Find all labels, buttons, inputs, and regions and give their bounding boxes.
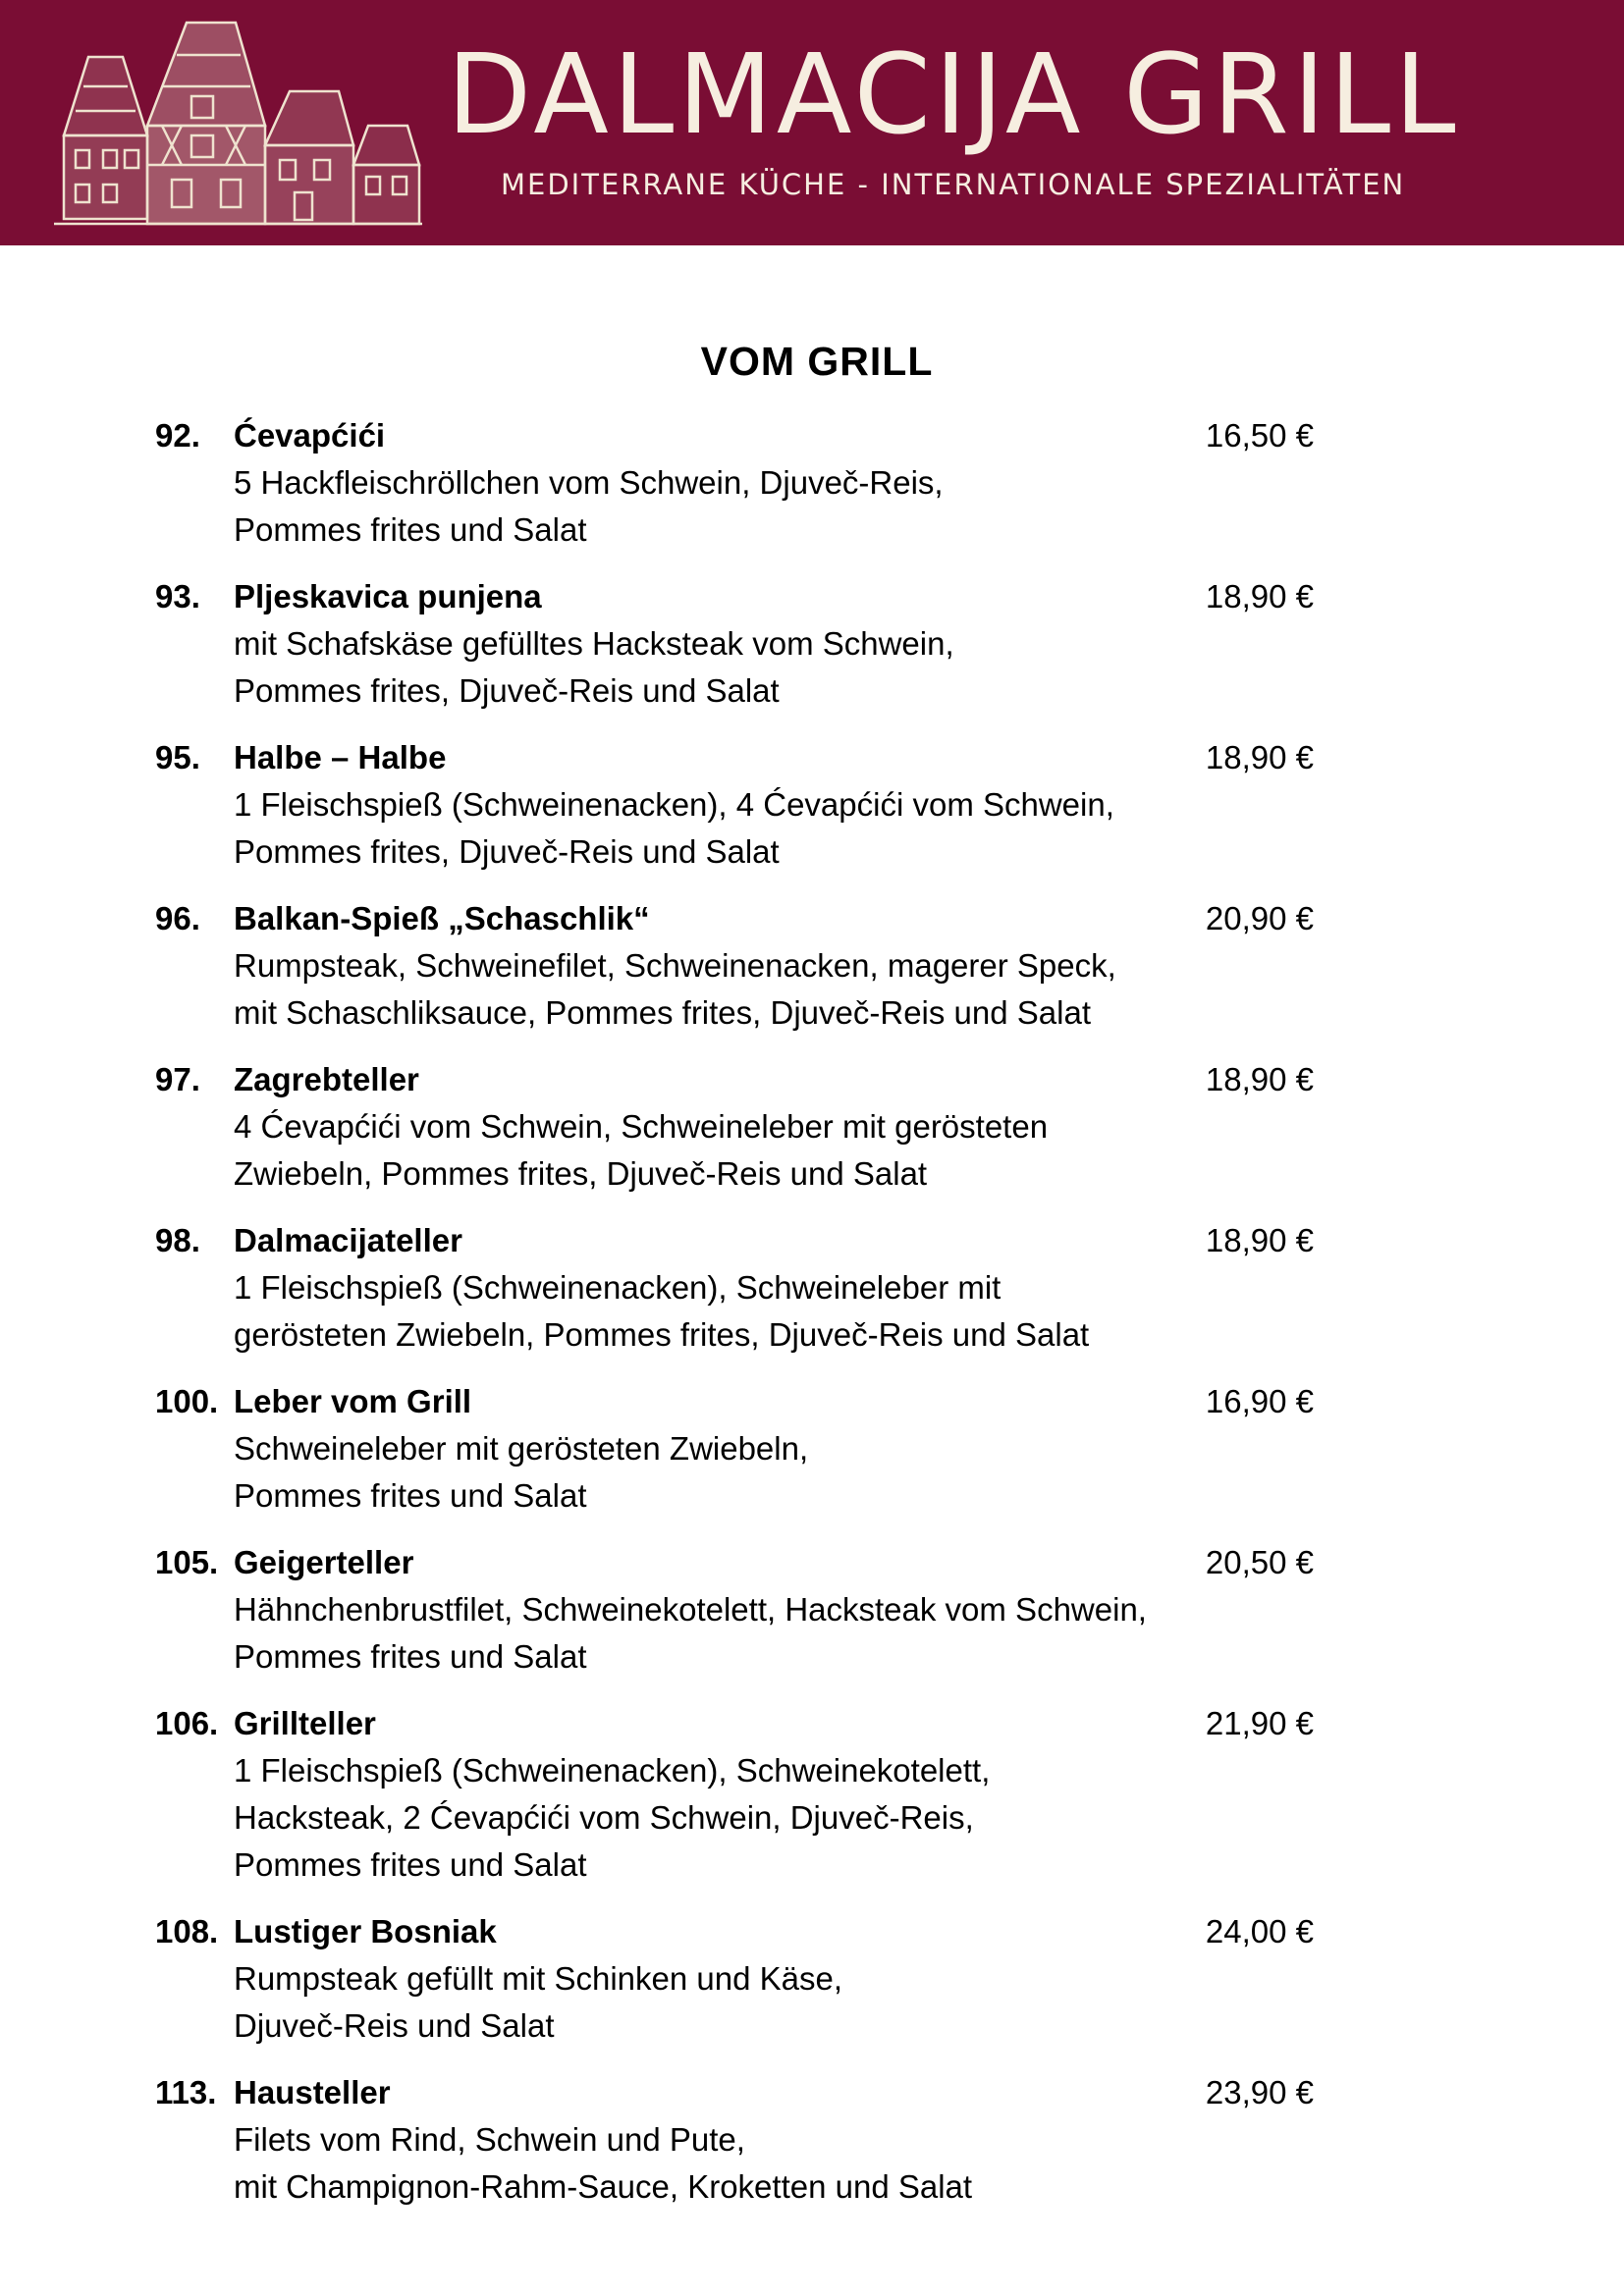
restaurant-tagline: MEDITERRANE KÜCHE - INTERNATIONALE SPEZIALITÄTEN [501, 168, 1406, 201]
item-description-line: 4 Ćevapćići vom Schwein, Schweineleber mit gerösteten [234, 1108, 1049, 1145]
item-description-line: 5 Hackfleischröllchen vom Schwein, Djuveč-Reis, [234, 464, 944, 501]
menu-item-header [155, 1700, 1333, 1747]
item-number: 108. [155, 1913, 219, 1949]
item-name: Dalmacijateller [234, 1222, 462, 1258]
item-price: 16,90 € [1205, 1383, 1314, 1419]
item-description [234, 1425, 1333, 1520]
item-price-container [1117, 1700, 1314, 1747]
item-price: 18,90 € [1205, 1222, 1314, 1258]
item-description-line: 1 Fleischspieß (Schweinenacken), 4 Ćevapćići vom Schwein, [234, 786, 1114, 823]
item-description [234, 2116, 1333, 2211]
item-name: Pljeskavica punjena [234, 578, 542, 614]
menu-item [155, 573, 1333, 715]
menu-item [155, 412, 1333, 554]
item-number: 100. [155, 1383, 219, 1419]
item-price-container [1117, 1217, 1314, 1264]
item-description [234, 1955, 1333, 2050]
item-description-line: Pommes frites und Salat [234, 1477, 587, 1514]
item-description-line: mit Champignon-Rahm-Sauce, Kroketten und Salat [234, 2168, 973, 2205]
item-description-line: Hähnchenbrustfilet, Schweinekotelett, Hacksteak vom Schwein, [234, 1591, 1147, 1628]
menu-item-header [155, 734, 1333, 781]
item-price-container [1117, 1539, 1314, 1586]
item-price: 20,50 € [1205, 1544, 1314, 1580]
menu-item-header [155, 2069, 1333, 2116]
item-description-line: Pommes frites, Djuveč-Reis und Salat [234, 672, 780, 709]
item-description-line: Pommes frites und Salat [234, 1846, 587, 1883]
menu-item [155, 1539, 1333, 1681]
item-description [234, 1264, 1333, 1359]
menu-item-header [155, 1217, 1333, 1264]
menu-item-header [155, 1378, 1333, 1425]
header-banner [0, 0, 1624, 245]
item-number: 106. [155, 1705, 219, 1741]
item-price: 23,90 € [1205, 2074, 1314, 2110]
restaurant-name: DALMACIJA GRILL [447, 31, 1460, 159]
item-description-line: Pommes frites, Djuveč-Reis und Salat [234, 833, 780, 870]
item-number: 98. [155, 1222, 200, 1258]
item-description-line: Zwiebeln, Pommes frites, Djuveč-Reis und Salat [234, 1155, 928, 1192]
item-price: 18,90 € [1205, 578, 1314, 614]
item-name: Halbe – Halbe [234, 739, 447, 775]
menu-item [155, 2069, 1333, 2211]
item-description-line: gerösteten Zwiebeln, Pommes frites, Djuveč-Reis und Salat [234, 1316, 1090, 1353]
menu-item-header [155, 1908, 1333, 1955]
item-description-line: Rumpsteak, Schweinefilet, Schweinenacken, magerer Speck, [234, 947, 1116, 984]
item-description-line: 1 Fleischspieß (Schweinenacken), Schweinekotelett, [234, 1752, 991, 1789]
item-name: Lustiger Bosniak [234, 1913, 497, 1949]
item-price-container [1117, 1908, 1314, 1955]
item-name: Leber vom Grill [234, 1383, 472, 1419]
section-title: VOM GRILL [700, 339, 934, 384]
item-number: 92. [155, 417, 200, 454]
menu-item [155, 1700, 1333, 1889]
menu-item [155, 1378, 1333, 1520]
item-description-line: Filets vom Rind, Schwein und Pute, [234, 2121, 745, 2158]
item-number: 95. [155, 739, 200, 775]
item-description-line: Schweineleber mit gerösteten Zwiebeln, [234, 1430, 809, 1467]
item-price: 18,90 € [1205, 1061, 1314, 1097]
menu-item [155, 1908, 1333, 2050]
item-description-line: Hacksteak, 2 Ćevapćići vom Schwein, Djuveč-Reis, [234, 1799, 974, 1836]
menu-list [155, 412, 1333, 2230]
item-description-line: mit Schaschliksauce, Pommes frites, Djuveč-Reis und Salat [234, 994, 1091, 1031]
item-description [234, 1586, 1333, 1681]
item-price-container [1117, 573, 1314, 620]
item-price-container [1117, 2069, 1314, 2116]
item-description-line: Pommes frites und Salat [234, 511, 587, 548]
item-description [234, 1103, 1333, 1198]
item-number: 105. [155, 1544, 219, 1580]
item-price-container [1117, 734, 1314, 781]
item-name: Hausteller [234, 2074, 391, 2110]
item-name: Zagrebteller [234, 1061, 419, 1097]
item-price: 24,00 € [1205, 1913, 1314, 1949]
item-price: 21,90 € [1205, 1705, 1314, 1741]
menu-item [155, 734, 1333, 876]
item-number: 96. [155, 900, 200, 936]
item-description [234, 459, 1333, 554]
item-description [234, 781, 1333, 876]
item-description-line: 1 Fleischspieß (Schweinenacken), Schweineleber mit [234, 1269, 1001, 1306]
menu-item [155, 1217, 1333, 1359]
menu-item-header [155, 1056, 1333, 1103]
item-price: 18,90 € [1205, 739, 1314, 775]
house-illustration-icon [54, 18, 422, 229]
item-name: Geigerteller [234, 1544, 414, 1580]
item-price: 20,90 € [1205, 900, 1314, 936]
item-number: 113. [155, 2074, 217, 2110]
item-description [234, 942, 1333, 1037]
menu-item [155, 1056, 1333, 1198]
menu-item-header [155, 573, 1333, 620]
item-price-container [1117, 895, 1314, 942]
item-description-line: Djuveč-Reis und Salat [234, 2007, 555, 2044]
item-price: 16,50 € [1205, 417, 1314, 454]
item-description-line: Pommes frites und Salat [234, 1638, 587, 1675]
item-description-line: mit Schafskäse gefülltes Hacksteak vom Schwein, [234, 625, 954, 662]
menu-item-header [155, 1539, 1333, 1586]
item-description-line: Rumpsteak gefüllt mit Schinken und Käse, [234, 1960, 842, 1997]
item-name: Grillteller [234, 1705, 376, 1741]
item-number: 97. [155, 1061, 200, 1097]
menu-item [155, 895, 1333, 1037]
item-name: Balkan-Spieß „Schaschlik“ [234, 900, 650, 936]
item-description [234, 620, 1333, 715]
item-number: 93. [155, 578, 200, 614]
item-price-container [1117, 1378, 1314, 1425]
item-name: Ćevapćići [234, 417, 386, 454]
menu-item-header [155, 412, 1333, 459]
item-price-container [1117, 1056, 1314, 1103]
item-price-container [1117, 412, 1314, 459]
item-description [234, 1747, 1333, 1889]
menu-item-header [155, 895, 1333, 942]
